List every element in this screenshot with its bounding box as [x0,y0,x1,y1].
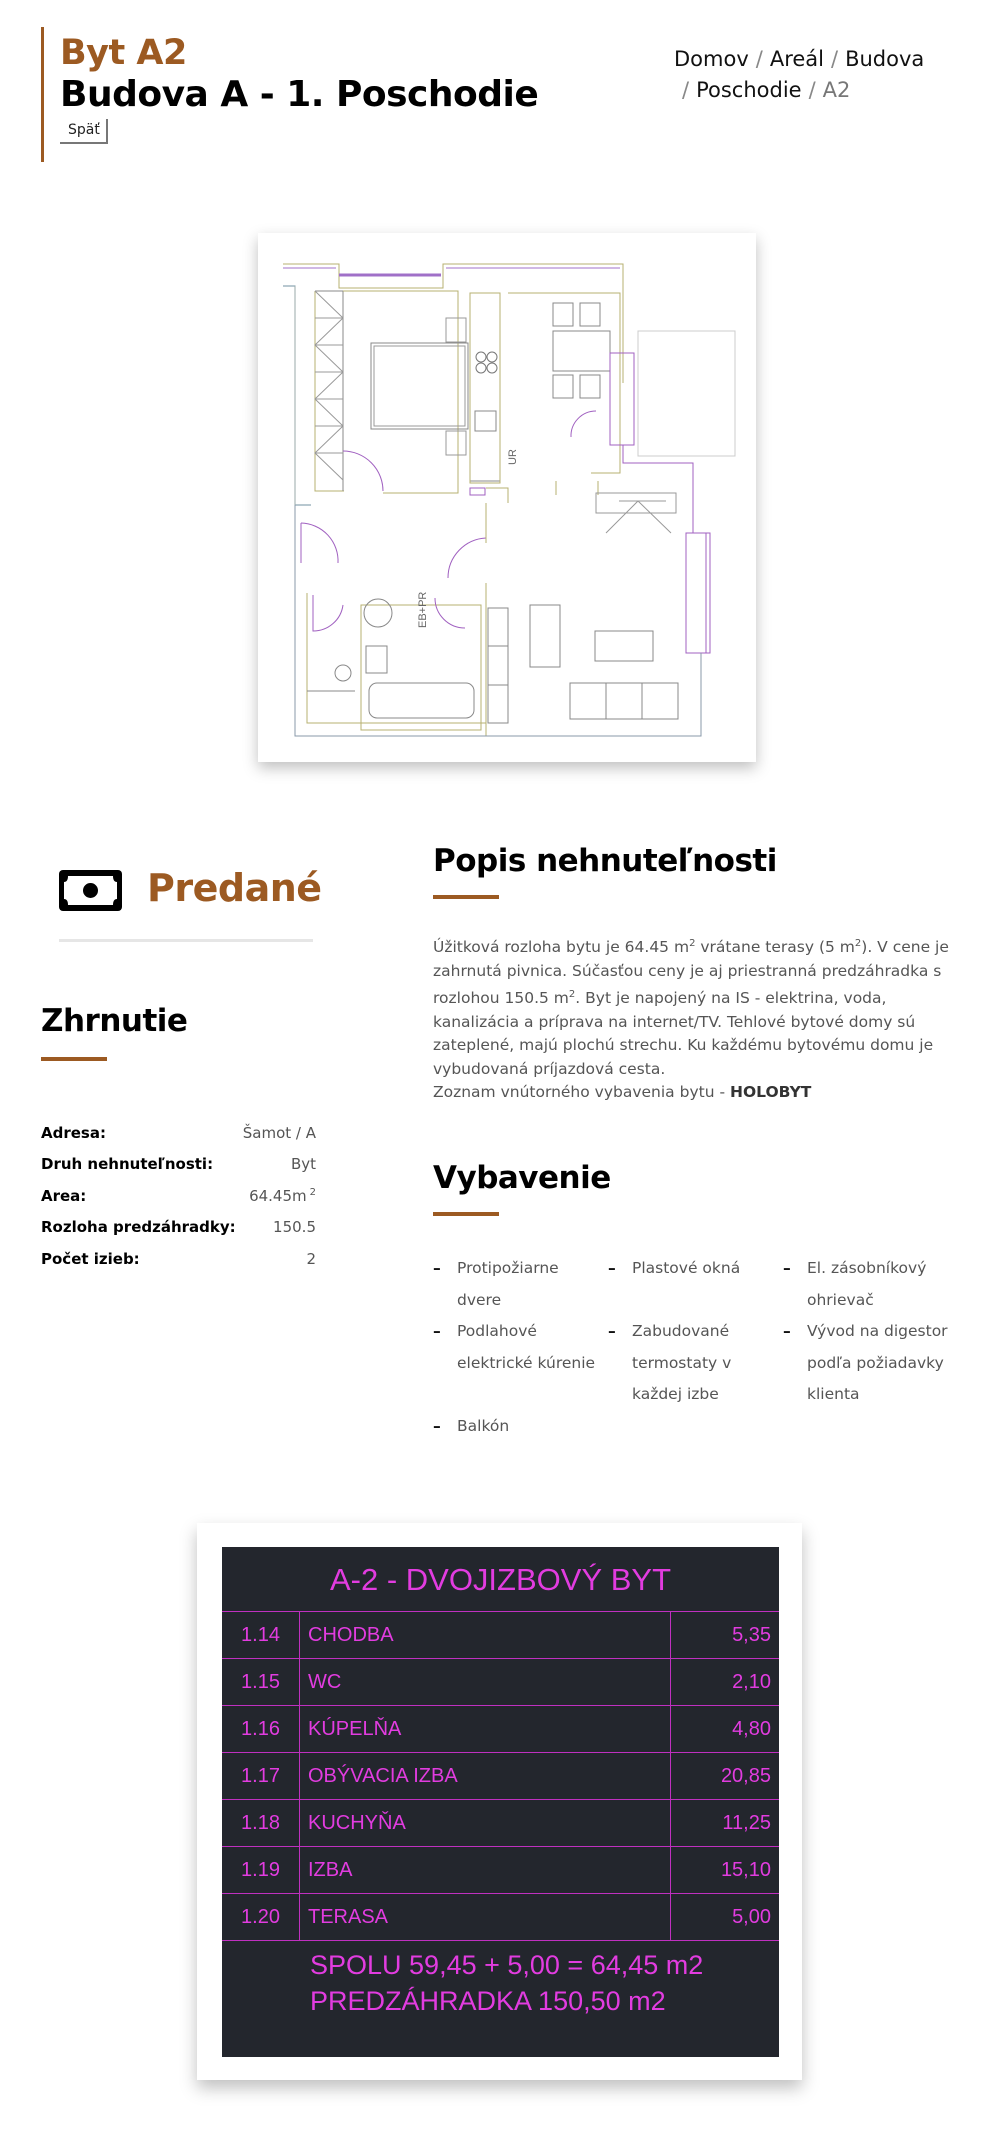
equipment-item [433,1253,608,1316]
room-table-image[interactable] [197,1523,802,2080]
equipment-underline [433,1212,499,1216]
breadcrumb-areal[interactable]: Areál [769,47,825,71]
equipment-list [433,1253,973,1442]
superscript: 2 [568,989,576,1001]
superscript: 2 [854,938,862,949]
table-row [222,1800,779,1847]
money-bill-icon [59,870,122,911]
equipment-item [433,1316,608,1411]
breadcrumb-floor[interactable]: Poschodie [696,78,802,102]
table-row [222,1706,779,1753]
back-button[interactable]: Späť [60,119,108,144]
summary-row-area [41,1180,316,1212]
room-number: 1.20 [222,1894,300,1940]
table-row [222,1659,779,1706]
room-table-title: A-2 - DVOJIZBOVÝ BYT [222,1547,779,1612]
table-row [222,1847,779,1894]
summary-underline [41,1057,107,1061]
equipment-label: Zabudované termostaty v každej izbe [632,1322,732,1403]
floor-plan-drawing [258,233,756,762]
equipment-item [783,1316,973,1411]
equipment-label: Vývod na digestor podľa požiadavky klienta [807,1322,948,1403]
description-text [433,932,973,1105]
dash-bullet-icon: – [433,1416,441,1435]
room-number: 1.16 [222,1706,300,1752]
svg-text:UR: UR [507,449,519,465]
page-title-block [41,27,538,162]
room-number: 1.15 [222,1659,300,1705]
summary-row-garden [41,1212,316,1244]
room-table-totals [222,1941,779,2019]
summary-row-type [41,1149,316,1181]
equipment-type: HOLOBYT [729,1083,812,1102]
sale-status [59,860,322,942]
svg-text:EB+PR: EB+PR [417,591,429,628]
summary-key: Adresa: [41,1123,106,1142]
summary-value: 64.45m [249,1186,307,1205]
breadcrumb-separator: / [831,47,839,71]
summary-value: Šamot / A [242,1123,316,1142]
room-number: 1.17 [222,1753,300,1799]
equipment-item [608,1253,783,1316]
room-area: 11,25 [722,1812,771,1834]
summary-title: Zhrnutie [41,1003,188,1039]
superscript: 2 [689,938,696,949]
description-underline [433,895,499,899]
room-name: TERASA [300,1894,671,1940]
dash-bullet-icon: – [608,1322,616,1340]
breadcrumb-current: A2 [822,78,851,102]
breadcrumb-building[interactable]: Budova [845,47,925,71]
table-row [222,1894,779,1941]
dash-bullet-icon: – [783,1322,791,1340]
room-name: KÚPELŇA [300,1706,671,1752]
breadcrumb-separator: / [808,78,816,102]
room-number: 1.19 [222,1847,300,1893]
breadcrumb-separator: / [682,78,690,102]
breadcrumb-separator: / [755,47,763,71]
summary-value-wrap [249,1187,316,1205]
summary-row-rooms [41,1243,316,1275]
equipment-label: Protipožiarne dvere [457,1259,559,1309]
dash-bullet-icon: – [433,1322,441,1340]
description-part: vrátane terasy (5 m [695,938,855,957]
table-row [222,1612,779,1659]
room-area: 5,00 [732,1906,771,1928]
description-part: Úžitková rozloha bytu je 64.45 m [433,938,690,957]
room-area: 4,80 [732,1718,771,1740]
equipment-item [433,1411,608,1443]
description-part: ). V cene je zahrnutá pivnica. Súčasťou ceny je aj priestranná predzáhradka s rozlohou 150.5 m [433,938,949,1008]
summary-list [41,1117,316,1275]
summary-value: Byt [290,1155,316,1174]
summary-value: 150.5 [273,1218,316,1237]
equipment-label: Podlahové elektrické kúrenie [457,1322,596,1372]
equipment-label: Plastové okná [632,1259,741,1277]
dash-bullet-icon: – [783,1259,791,1277]
summary-row-address [41,1117,316,1149]
description-part: . Byt je napojený na IS - elektrina, voda, kanalizácia a príprava na internet/TV. Tehlové bytové domy sú zateplené, majú plochú strechu. Ku každému bytovému domu je vybudovaná príjazdová cesta. [433,989,934,1078]
summary-key: Rozloha predzáhradky: [41,1218,236,1237]
room-area: 20,85 [720,1765,771,1787]
room-name: OBÝVACIA IZBA [300,1753,671,1799]
dash-bullet-icon: – [608,1259,616,1277]
equipment-label: Balkón [457,1416,510,1435]
room-name: CHODBA [300,1612,671,1658]
room-name: WC [300,1659,671,1705]
superscript: 2 [309,1186,316,1198]
apartment-name: Byt A2 [60,33,187,73]
room-name: IZBA [300,1847,671,1893]
room-number: 1.14 [222,1612,300,1658]
equipment-item [608,1316,783,1411]
total-area: SPOLU 59,45 + 5,00 = 64,45 m2 [310,1950,704,1980]
room-table [222,1547,779,2057]
breadcrumb-home[interactable]: Domov [674,47,749,71]
equipment-item [783,1253,973,1316]
breadcrumb [674,44,944,106]
dash-bullet-icon: – [433,1259,441,1277]
page-title: Budova A - 1. Poschodie [60,74,539,115]
summary-key: Area: [41,1186,87,1205]
status-label: Predané [147,866,322,910]
room-area: 2,10 [732,1671,771,1693]
room-name: KUCHYŇA [300,1800,671,1846]
table-row [222,1753,779,1800]
room-area: 5,35 [732,1624,771,1646]
room-area: 15,10 [720,1859,771,1881]
garden-area: PREDZÁHRADKA 150,50 m2 [310,1986,666,2016]
room-number: 1.18 [222,1800,300,1846]
summary-value: 2 [306,1249,316,1268]
equipment-title: Vybavenie [433,1160,611,1196]
description-title: Popis nehnuteľnosti [433,843,777,879]
equipment-label: El. zásobníkový ohrievač [807,1259,927,1309]
floor-plan-image[interactable] [258,233,756,762]
equipment-line: Zoznam vnútorného vybavenia bytu - [433,1083,730,1102]
summary-key: Druh nehnuteľnosti: [41,1155,214,1174]
summary-key: Počet izieb: [41,1249,140,1268]
